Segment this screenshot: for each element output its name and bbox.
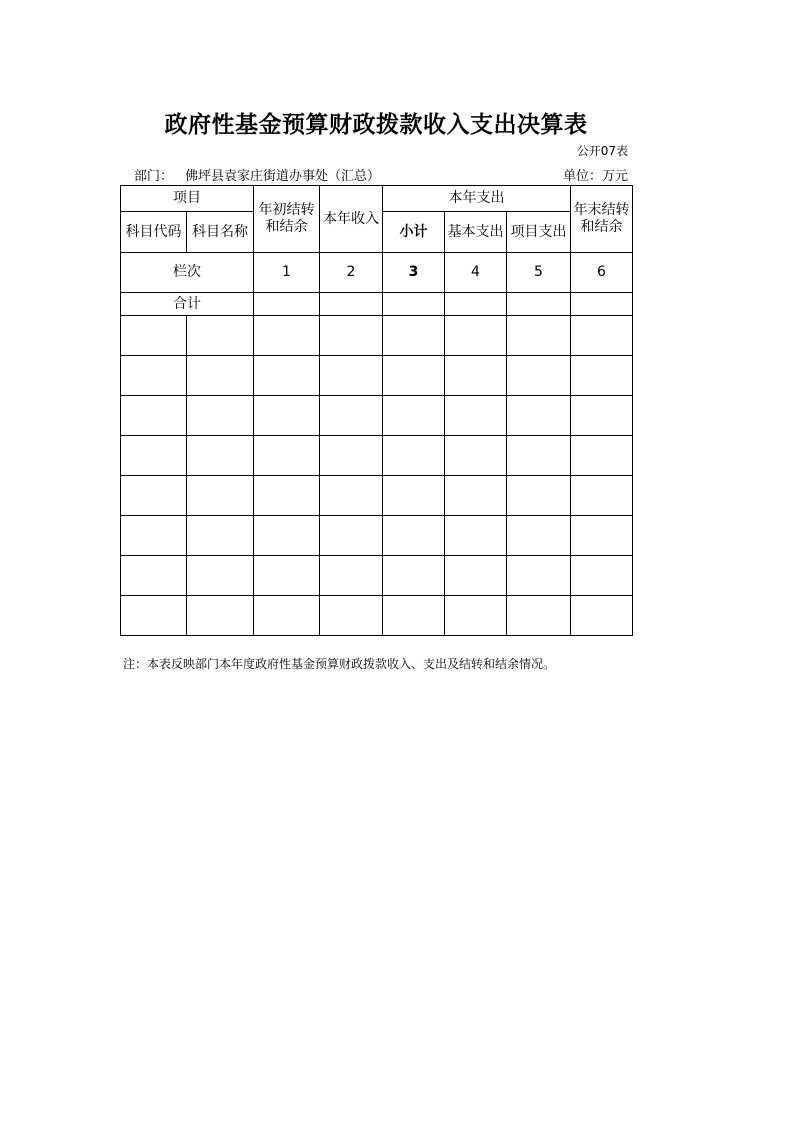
department-name: 佛坪县袁家庄街道办事处（汇总） [185, 169, 381, 184]
table-cell [254, 556, 320, 596]
table-cell [571, 596, 633, 636]
table-cell [445, 596, 507, 636]
table-row [121, 436, 633, 476]
table-cell [254, 516, 320, 556]
table-cell [445, 316, 507, 356]
table-cell [507, 396, 571, 436]
footnote: 注：本表反映部门本年度政府性基金预算财政拨款收入、支出及结转和结余情况。 [123, 657, 556, 671]
column-number: 3 [383, 253, 445, 293]
table-cell [507, 356, 571, 396]
header-basic: 基本支出 [445, 212, 507, 253]
table-cell [571, 556, 633, 596]
header-project: 项目支出 [507, 212, 571, 253]
column-number: 4 [445, 253, 507, 293]
header-begin-balance: 年初结转和结余 [254, 186, 320, 253]
table-cell [507, 476, 571, 516]
table-cell [254, 596, 320, 636]
table-cell [187, 556, 254, 596]
department-line [134, 165, 380, 184]
table-cell [445, 516, 507, 556]
table-cell [187, 436, 254, 476]
table-row [121, 556, 633, 596]
table-cell [187, 596, 254, 636]
header-end-balance: 年末结转和结余 [571, 186, 633, 253]
column-number: 6 [571, 253, 633, 293]
table-cell [320, 516, 383, 556]
table-cell [571, 316, 633, 356]
table-cell [320, 596, 383, 636]
table-cell [121, 556, 187, 596]
page-title: 政府性基金预算财政拨款收入支出决算表 [164, 112, 588, 138]
table-cell [187, 356, 254, 396]
table-cell [254, 356, 320, 396]
table-cell [445, 556, 507, 596]
table-cell [254, 436, 320, 476]
table-cell [121, 596, 187, 636]
table-row [121, 316, 633, 356]
table-cell [383, 596, 445, 636]
table-cell [121, 356, 187, 396]
table-cell [254, 316, 320, 356]
header-income: 本年收入 [320, 186, 383, 253]
column-number: 2 [320, 253, 383, 293]
total-cell [571, 293, 633, 316]
table-cell [445, 436, 507, 476]
table-cell [383, 356, 445, 396]
table-cell [254, 396, 320, 436]
table-cell [571, 476, 633, 516]
table-row [121, 396, 633, 436]
department-label: 部门： [134, 169, 174, 184]
table-cell [383, 436, 445, 476]
unit-label: 单位：万元 [562, 169, 628, 184]
table-cell [571, 516, 633, 556]
table-row [121, 356, 633, 396]
header-item: 项目 [121, 186, 254, 212]
form-number: 公开07表 [576, 144, 628, 158]
header-code: 科目代码 [121, 212, 187, 253]
header-expenditure: 本年支出 [383, 186, 571, 212]
table-cell [383, 556, 445, 596]
table-cell [571, 396, 633, 436]
table-cell [507, 436, 571, 476]
total-cell [383, 293, 445, 316]
table-cell [445, 476, 507, 516]
table-cell [187, 476, 254, 516]
table-cell [254, 476, 320, 516]
table-cell [187, 316, 254, 356]
table-cell [507, 316, 571, 356]
table-cell [571, 436, 633, 476]
table-cell [320, 316, 383, 356]
column-label: 栏次 [121, 253, 254, 293]
table-cell [445, 356, 507, 396]
table-cell [121, 476, 187, 516]
total-cell [507, 293, 571, 316]
column-number: 5 [507, 253, 571, 293]
table-cell [187, 396, 254, 436]
table-cell [121, 436, 187, 476]
table-cell [121, 396, 187, 436]
table-cell [383, 316, 445, 356]
table-cell [507, 596, 571, 636]
table-cell [121, 316, 187, 356]
table-cell [320, 356, 383, 396]
table-cell [383, 516, 445, 556]
header-name: 科目名称 [187, 212, 254, 253]
total-cell [445, 293, 507, 316]
table-cell [383, 476, 445, 516]
table-cell [507, 516, 571, 556]
table-cell [571, 356, 633, 396]
table-cell [320, 436, 383, 476]
table-cell [320, 476, 383, 516]
total-cell [254, 293, 320, 316]
table-cell [320, 556, 383, 596]
total-cell [320, 293, 383, 316]
table-row [121, 516, 633, 556]
table-cell [187, 516, 254, 556]
table-cell [445, 396, 507, 436]
table-cell [507, 556, 571, 596]
column-number: 1 [254, 253, 320, 293]
budget-table [120, 185, 633, 636]
table-row [121, 476, 633, 516]
table-cell [320, 396, 383, 436]
table-cell [383, 396, 445, 436]
table-cell [121, 516, 187, 556]
header-subtotal: 小计 [383, 212, 445, 253]
table-row [121, 596, 633, 636]
total-label: 合计 [121, 293, 254, 316]
